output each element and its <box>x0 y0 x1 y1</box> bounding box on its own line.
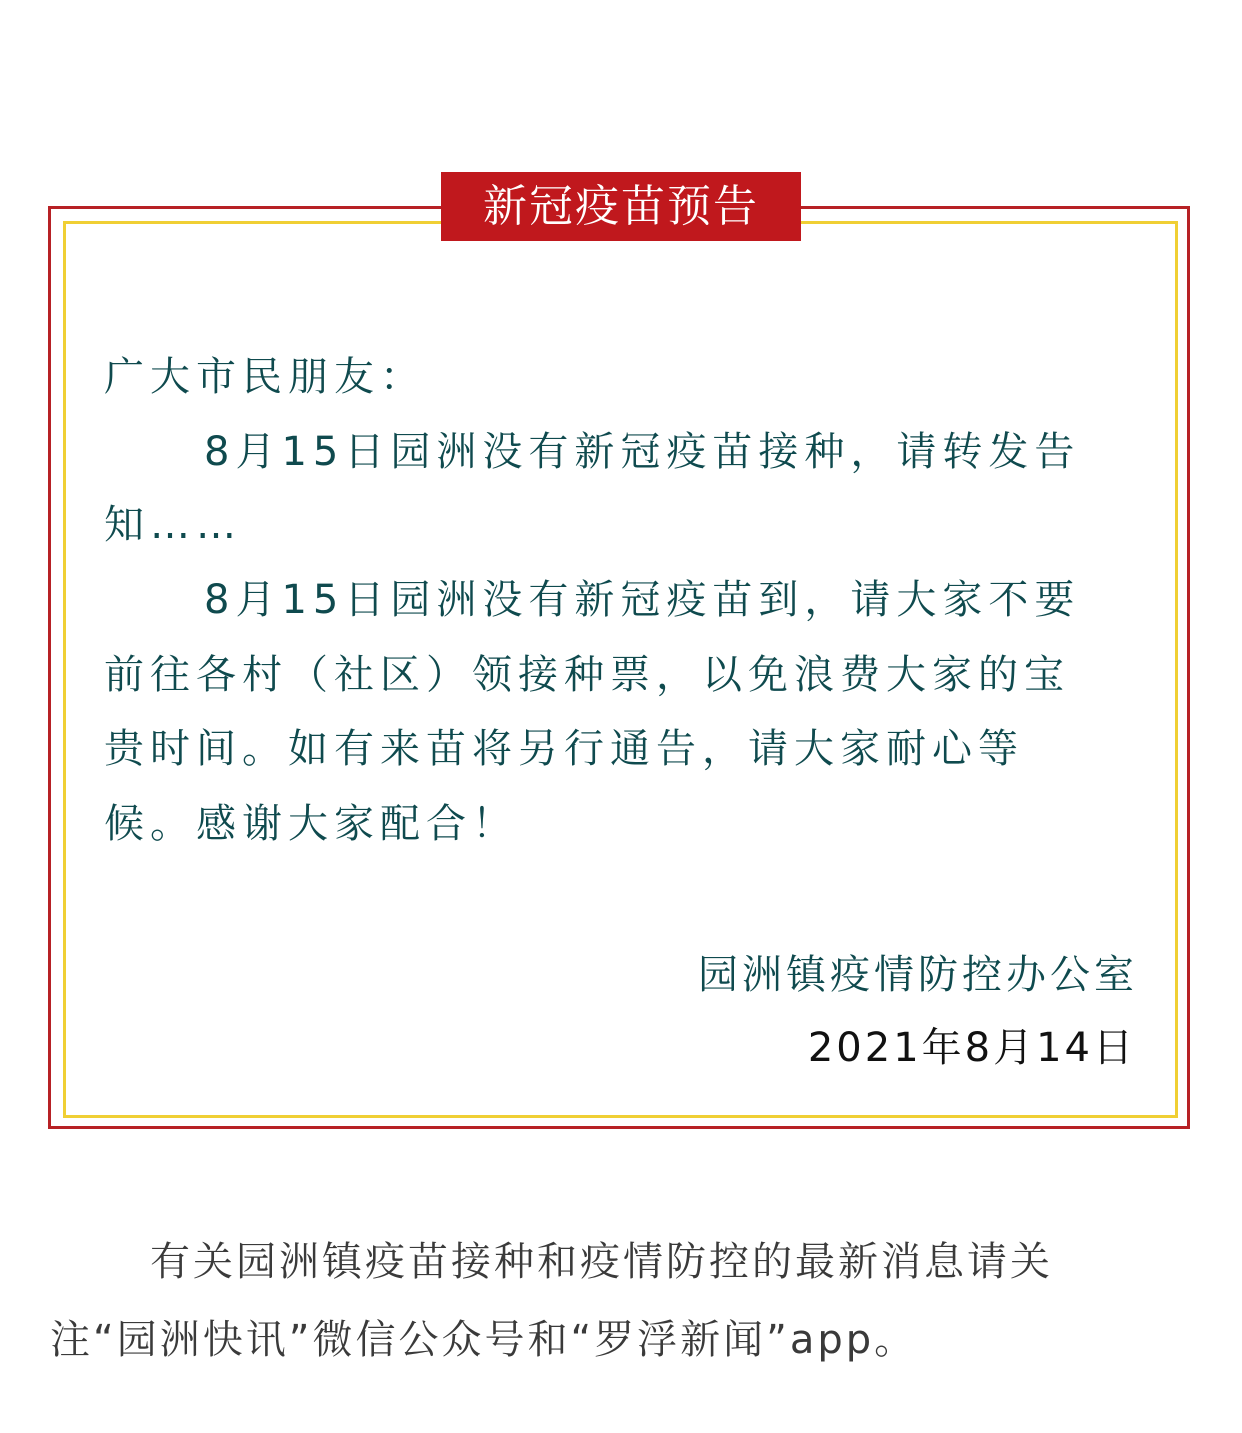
notice-paragraph-2-line-4: 候。感谢大家配合！ <box>104 801 518 847</box>
notice-paragraph-1-line-2: 知…… <box>104 502 242 548</box>
notice-paragraph-2-line-2: 前往各村（社区）领接种票，以免浪费大家的宝 <box>104 652 1070 698</box>
footer-line-2: 注“园洲快讯”微信公众号和“罗浮新闻”app。 <box>50 1317 918 1363</box>
notice-paragraph-2-line-1: 8月15日园洲没有新冠疫苗到，请大家不要 <box>204 577 1081 623</box>
footer-line-1: 有关园洲镇疫苗接种和疫情防控的最新消息请关 <box>150 1239 1053 1285</box>
notice-date: 2021年8月14日 <box>807 1025 1136 1071</box>
notice-paragraph-2-line-3: 贵时间。如有来苗将另行通告，请大家耐心等 <box>104 726 1024 772</box>
notice-title-badge: 新冠疫苗预告 <box>441 172 801 241</box>
notice-salutation: 广大市民朋友： <box>104 354 426 400</box>
notice-paragraph-1-line-1: 8月15日园洲没有新冠疫苗接种，请转发告 <box>204 429 1081 475</box>
notice-signature: 园洲镇疫情防控办公室 <box>698 952 1138 998</box>
